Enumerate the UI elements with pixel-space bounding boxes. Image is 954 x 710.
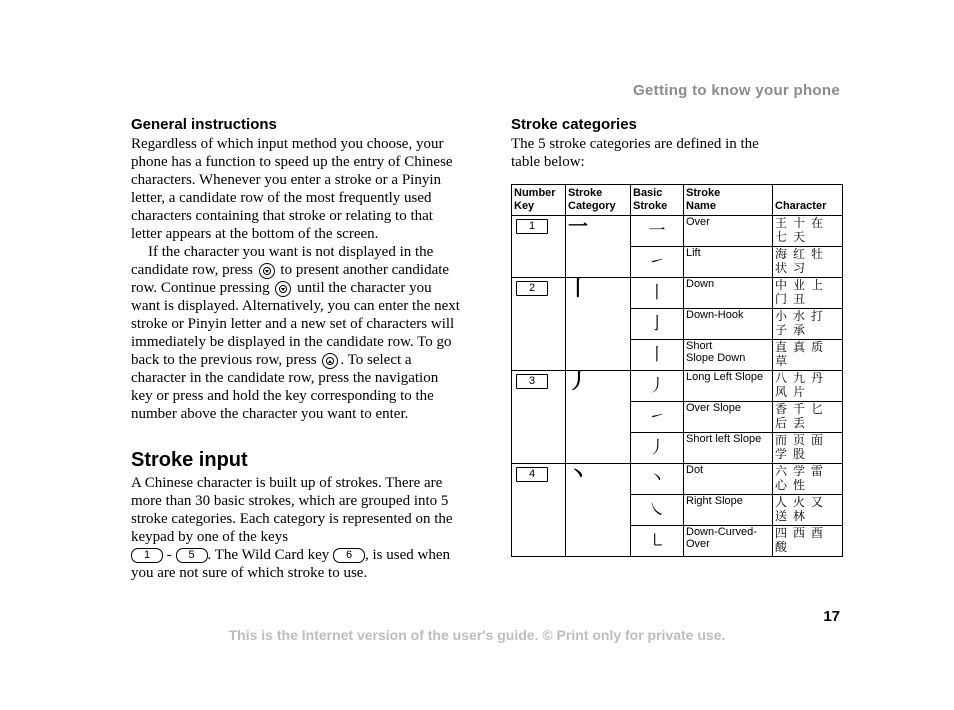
character-line: 风片 [775,385,812,399]
basic-stroke-glyph: 丿 [648,376,666,395]
character-line: 人火又 [775,495,830,509]
basic-stroke-cell [631,309,684,340]
p2-part-b: to present another candidate row. Continue pressing [131,262,450,296]
basic-stroke-glyph: 一 [648,221,666,240]
stroke-categories-intro: The 5 stroke categories are defined in the table below: [511,136,759,170]
character-line: 七天 [775,230,812,244]
basic-stroke-cell [631,371,684,402]
character-line: 海红牡 [775,247,830,261]
character-line: 而页面 [775,433,830,447]
number-key-cell [512,278,566,371]
stroke-input-heading: Stroke input [131,449,248,471]
stroke-input-paragraph [131,474,461,582]
basic-stroke-glyph: 丶 [648,469,666,488]
basic-stroke-cell [631,464,684,495]
character-line: 状习 [775,261,812,275]
character-cell [773,526,843,557]
character-line: 八九丹 [775,371,830,385]
stroke-input-part-a: A Chinese character is built up of strokes. There are more than 30 basic strokes, which are grouped into 5 stroke categories. Each category is represented on the keypad by one of the keys [131,475,453,545]
character-line: 送林 [775,509,812,523]
table-header-row [512,185,843,216]
character-cell [773,464,843,495]
table-row [512,371,843,402]
basic-stroke-glyph: ㇀ [648,407,666,426]
basic-stroke-glyph: 丿 [648,438,666,457]
stroke-category-cell: 丿 [566,371,631,464]
general-instructions-heading: General instructions [131,116,277,133]
p2-part-a: If the character you want is not displayed in the candidate row, press [131,244,434,278]
basic-stroke-glyph: ㇏ [648,500,666,519]
basic-stroke-cell [631,526,684,557]
footer-notice: This is the Internet version of the user's guide. © Print only for private use. [228,627,726,643]
stroke-name-cell: Lift [684,247,773,278]
key-5-icon: 5 [176,548,208,563]
character-cell [773,495,843,526]
stroke-name-cell: Right Slope [684,495,773,526]
stroke-name-cell: Down-Curved- Over [684,526,773,557]
character-cell [773,216,843,247]
character-line: 子承 [775,323,812,337]
character-line: 心性 [775,478,812,492]
basic-stroke-cell [631,278,684,309]
table-row [512,278,843,309]
character-cell [773,433,843,464]
character-line: 中业上 [775,278,830,292]
basic-stroke-glyph: 亅 [648,314,666,333]
character-line: 草 [775,354,794,368]
header-number-key: Number Key [512,185,566,216]
character-line: 小水打 [775,309,830,323]
stroke-name-cell: Dot [684,464,773,495]
stroke-category-cell: 丨 [566,278,631,371]
number-key-cell [512,371,566,464]
character-cell [773,309,843,340]
character-line: 香千匕 [775,402,830,416]
stroke-input-part-c: , is used when you are not sure of which stroke to use. [131,547,450,581]
basic-stroke-cell [631,495,684,526]
table-row [512,464,843,495]
left-column [131,116,461,582]
character-line: 后丢 [775,416,812,430]
stroke-category-cell: 一 [566,216,631,278]
basic-stroke-glyph: ㇄ [648,531,666,550]
basic-stroke-cell [631,247,684,278]
character-line: 学股 [775,447,812,461]
basic-stroke-cell [631,216,684,247]
key-2-icon: 2 [516,281,548,296]
number-key-cell [512,464,566,557]
stroke-input-part-b: . The Wild Card key [207,547,330,563]
key-1-icon: 1 [131,548,163,563]
character-line: 四西酉 [775,526,830,540]
table-row [512,216,843,247]
table-body [512,216,843,557]
dash: - [166,547,172,563]
stroke-categories-heading: Stroke categories [511,116,637,133]
page-number: 17 [823,608,840,625]
basic-stroke-cell [631,340,684,371]
stroke-category-cell: 丶 [566,464,631,557]
key-4-icon: 4 [516,467,548,482]
stroke-name-cell: Over [684,216,773,247]
header-stroke-category: Stroke Category [566,185,631,216]
nav-down-icon [275,281,291,297]
stroke-name-cell: Long Left Slope [684,371,773,402]
stroke-name-cell: Down-Hook [684,309,773,340]
character-cell [773,371,843,402]
general-paragraph-2 [131,243,461,423]
basic-stroke-glyph: ㇀ [648,252,666,271]
basic-stroke-glyph: 丨 [648,283,666,302]
key-6-icon: 6 [333,548,365,563]
right-column [511,116,846,171]
basic-stroke-cell [631,433,684,464]
stroke-name-cell: Short left Slope [684,433,773,464]
character-line: 王十在 [775,216,830,230]
key-3-icon: 3 [516,374,548,389]
nav-down-icon [259,263,275,279]
character-line: 直真质 [775,340,830,354]
nav-up-icon [322,353,338,369]
character-line: 酸 [775,540,794,554]
stroke-categories-table [511,184,843,557]
basic-stroke-cell [631,402,684,433]
basic-stroke-glyph: 丨 [648,345,666,364]
character-cell [773,340,843,371]
character-cell [773,402,843,433]
character-line: 六学雷 [775,464,830,478]
header-basic-stroke: Basic Stroke [631,185,684,216]
stroke-name-cell: Down [684,278,773,309]
key-1-icon: 1 [516,219,548,234]
header-stroke-name: Stroke Name [684,185,773,216]
general-paragraph-1: Regardless of which input method you choose, your phone has a function to speed up the entry of Chinese characters. Whenever you enter a stroke or a Pinyin letter, a candidate row of the most frequently used characters containing that stroke or relating to that letter appears at the bottom of the screen. [131,136,453,242]
running-header: Getting to know your phone [633,82,840,99]
header-character: Character [773,185,843,216]
p2-part-d: . To select a character in the candidate row, press the navigation key or press and hold the key corresponding to the number above the character you want to enter. [131,352,439,422]
character-cell [773,278,843,309]
stroke-name-cell: Over Slope [684,402,773,433]
p2-part-c: until the character you want is displayed. Alternatively, you can enter the next stroke or Pinyin letter and a new set of characters will immediately be displayed in the candidate row. To go back to the previous row, press [131,280,460,368]
stroke-name-cell: Short Slope Down [684,340,773,371]
character-line: 门丑 [775,292,812,306]
character-cell [773,247,843,278]
number-key-cell [512,216,566,278]
